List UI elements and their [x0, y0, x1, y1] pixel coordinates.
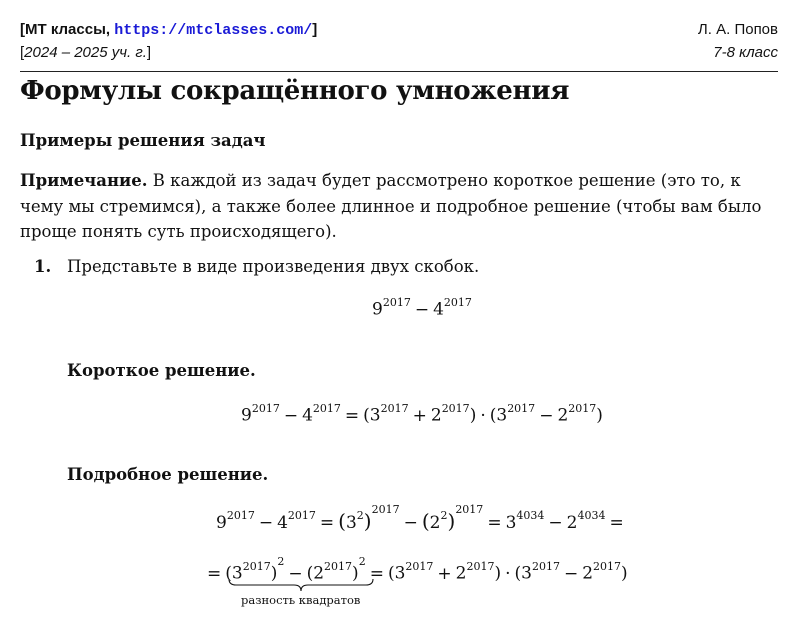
short-solution-heading: Короткое решение. [67, 361, 256, 380]
page-title: Формулы сокращённого умножения [20, 76, 570, 106]
grade: 7-8 класс [713, 44, 778, 61]
short-solution-formula: $9^{2017} - 4^{2017} = (3^{2017} + 2^{2017}) \cdot (3^{2017} - 2^{2017})$ [241, 402, 603, 426]
school-year: [2024 – 2025 уч. г.] [20, 44, 152, 61]
underbrace-label: разность квадратов [241, 593, 361, 607]
detailed-solution-heading: Подробное решение. [67, 465, 269, 484]
underbrace [228, 578, 374, 592]
section-title: Примеры решения задач [20, 131, 266, 150]
detailed-formula-line-2: = $(3^{2017})^2- (2^{2017})^2= (3^{2017} + 2^{2017}) \cdot (3^{2017} - 2^{2017})$ [207, 555, 628, 584]
header-divider [20, 71, 778, 72]
problem-expression: $9^{2017} - 4^{2017}$ [372, 296, 472, 320]
task-1: 1. Представьте в виде произведения двух скобок. [34, 257, 480, 276]
page-header [20, 18, 778, 70]
detailed-formula-line-1: $9^{2017} - 4^{2017} = (3^2)^{2017}- (2^2)^{2017}= 3^{4034} - 2^{4034}$ = [216, 503, 624, 533]
course-info: [МТ классы, https://mtclasses.com/] [20, 21, 318, 39]
note-paragraph: Примечание. В каждой из задач будет рассмотрено короткое решение (это то, к чему мы стремимся), а также более длинное и подробное решение (чтобы вам было проще понять суть происходящего). [20, 171, 762, 241]
author: Л. А. Попов [697, 21, 778, 38]
course-link[interactable]: https://mtclasses.com/ [114, 22, 313, 39]
